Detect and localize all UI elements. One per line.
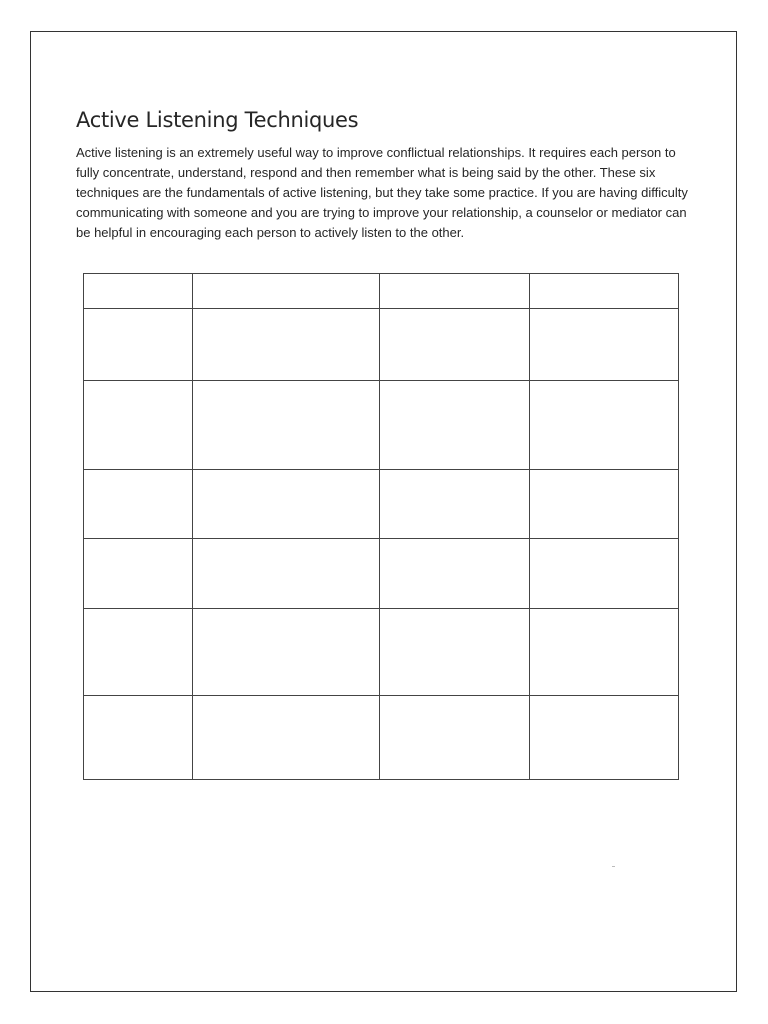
table-cell xyxy=(193,470,380,539)
table-cell xyxy=(380,470,530,539)
intro-paragraph: Active listening is an extremely useful way to improve conflictual relationships. It requires each person to fully concentrate, understand, respond and then remember what is being said by the other. These six techniques are the fundamentals of active listening, but they take some practice. If you are having difficulty communicating with someone and you are trying to improve your relationship, a counselor or mediator can be helpful in encouraging each person to actively listen to the other. xyxy=(76,145,688,240)
table-cell xyxy=(84,539,193,609)
table-cell xyxy=(530,309,679,381)
table-cell xyxy=(84,696,193,780)
table-cell xyxy=(193,381,380,470)
table-cell xyxy=(380,696,530,780)
table-cell xyxy=(193,609,380,696)
page-title: Active Listening Techniques xyxy=(76,108,359,132)
table-cell xyxy=(193,696,380,780)
table-cell xyxy=(380,309,530,381)
table-row xyxy=(84,470,679,539)
table-row xyxy=(84,609,679,696)
table-cell xyxy=(380,609,530,696)
table-cell xyxy=(380,381,530,470)
table-cell xyxy=(84,381,193,470)
table-cell xyxy=(530,470,679,539)
table-cell xyxy=(84,609,193,696)
table-header-row xyxy=(84,274,679,309)
table-cell xyxy=(380,274,530,309)
techniques-table xyxy=(83,273,679,780)
table-row xyxy=(84,696,679,780)
table-cell xyxy=(193,274,380,309)
table-cell xyxy=(84,309,193,381)
table-cell xyxy=(193,309,380,381)
table-cell xyxy=(530,539,679,609)
table-cell xyxy=(530,381,679,470)
table-cell xyxy=(380,539,530,609)
table-cell xyxy=(193,539,380,609)
table-row xyxy=(84,309,679,381)
table-row xyxy=(84,539,679,609)
page-speck xyxy=(612,866,615,867)
table-cell xyxy=(84,470,193,539)
table-cell xyxy=(530,696,679,780)
table-cell xyxy=(530,609,679,696)
table-cell xyxy=(84,274,193,309)
table-row xyxy=(84,381,679,470)
table-cell xyxy=(530,274,679,309)
